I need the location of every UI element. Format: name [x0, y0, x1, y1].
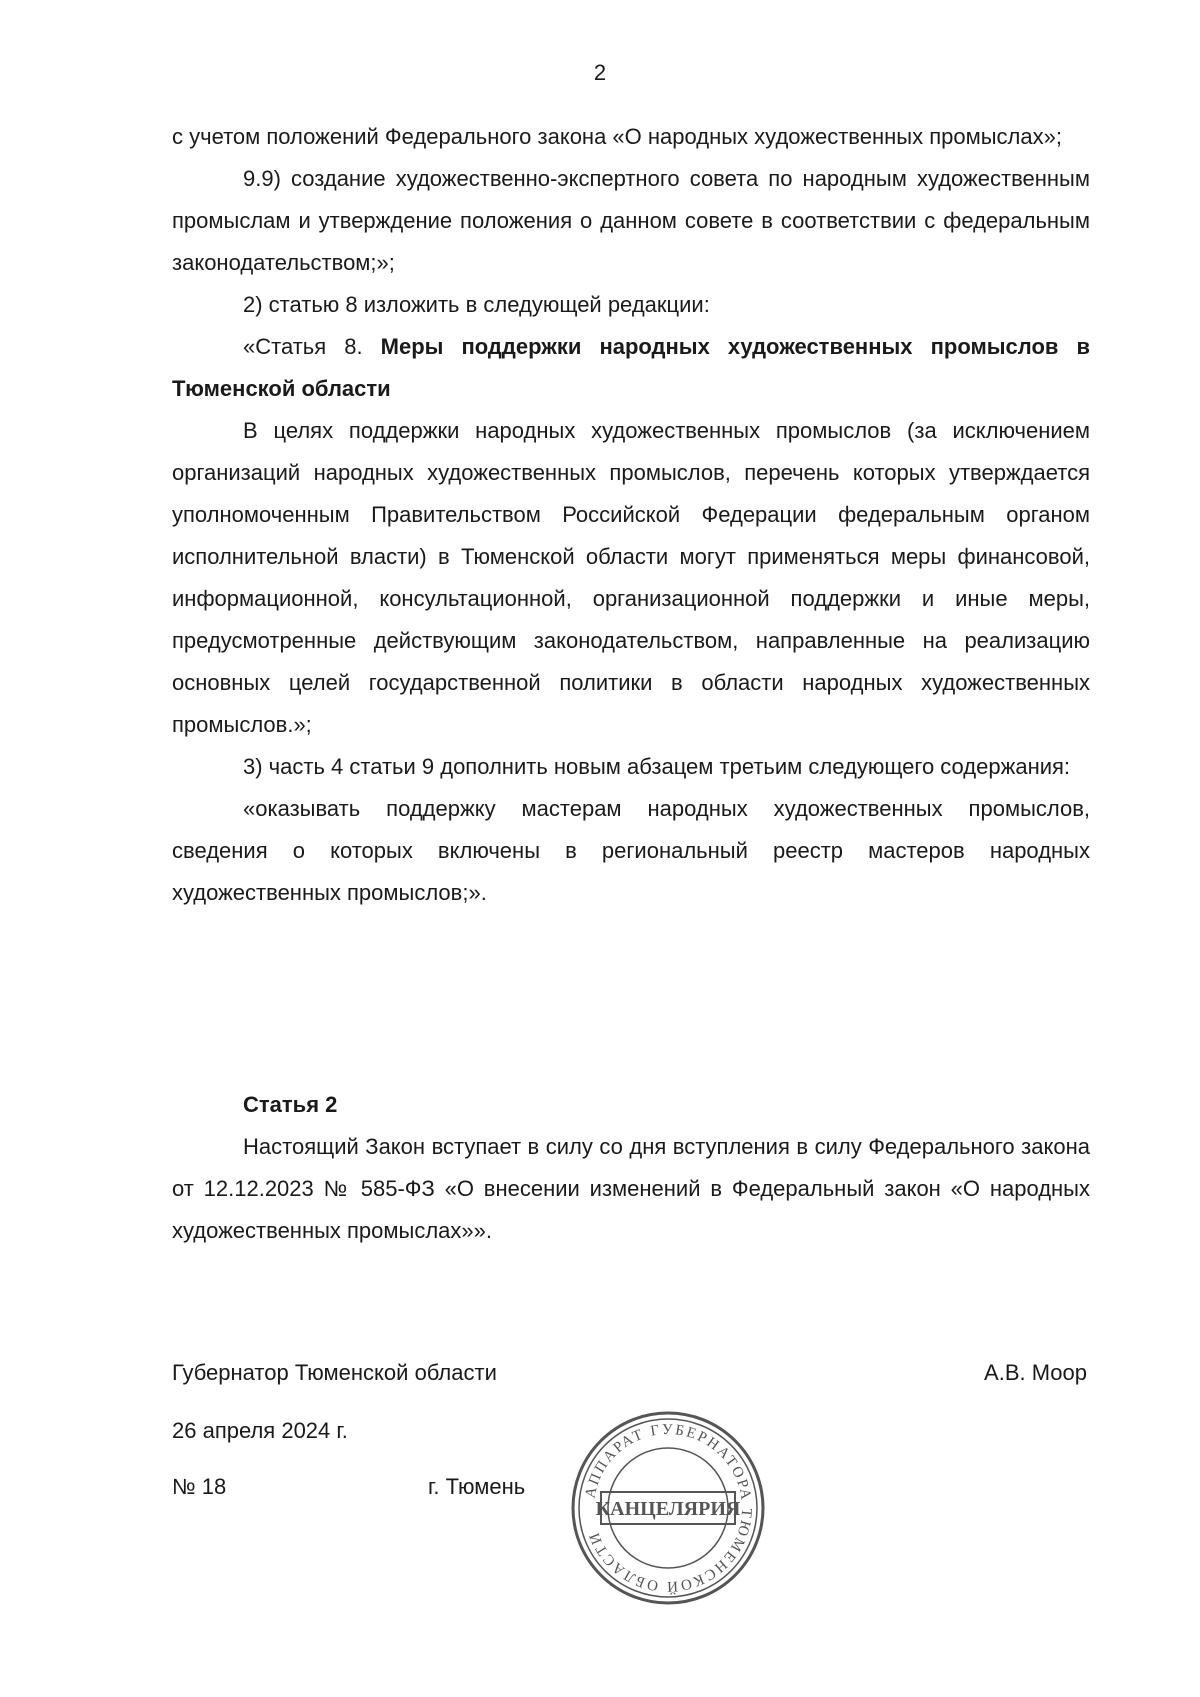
seal-ring-text: АППАРАТ ГУБЕРНАТОРА ТЮМЕНСКОЙ ОБЛАСТИ	[582, 1421, 755, 1595]
paragraph-support-masters: «оказывать поддержку мастерам народных художественных промыслов, сведения о которых включены в региональный реестр мастеров народных художественных промыслов;».	[172, 796, 1090, 905]
seal-center-text: КАНЦЕЛЯРИЯ	[595, 1498, 741, 1520]
paragraph-amend-article-9: 3) часть 4 статьи 9 дополнить новым абзацем третьим следующего содержания:	[243, 754, 1071, 779]
signing-date: 26 апреля 2024 г.	[172, 1418, 348, 1443]
law-number: № 18	[172, 1474, 227, 1499]
page-number: 2	[593, 60, 607, 85]
paragraph-item-9-9: 9.9) создание художественно-экспертного совета по народным художественным промыслам и утверждение положения о данном совете в соответствии с федеральным законодательством;»;	[172, 166, 1090, 275]
paragraph-support-measures: В целях поддержки народных художественных промыслов (за исключением организаций народных художественных промыслов, перечень которых утверждается уполномоченным Правительством Российской Федерации федеральным органом исполнительной власти) в Тюменской области могут применяться меры финансовой, информационной, консультационной, организационной поддержки и иные меры, предусмотренные действующим законодательством, направленные на реализацию основных целей государственной политики в области народных художественных промыслов.»;	[172, 418, 1090, 737]
governor-title: Губернатор Тюменской области	[172, 1360, 497, 1385]
article-2-body	[172, 1126, 1090, 1252]
article-8-prefix: «Статья 8.	[243, 334, 381, 359]
city: г. Тюмень	[428, 1474, 526, 1499]
law-body	[172, 116, 1090, 914]
official-seal-icon	[568, 1408, 768, 1608]
paragraph-continuation: с учетом положений Федерального закона «О народных художественных промыслах»;	[172, 124, 1062, 149]
paragraph-amend-article-8: 2) статью 8 изложить в следующей редакции:	[243, 292, 710, 317]
article-2-heading: Статья 2	[243, 1092, 338, 1117]
article-8-heading: Меры поддержки народных художественных промыслов в Тюменской области	[172, 334, 1090, 401]
governor-name: А.В. Моор	[984, 1360, 1087, 1385]
article-2-text: Настоящий Закон вступает в силу со дня вступления в силу Федерального закона от 12.12.2023 № 585-ФЗ «О внесении изменений в Федеральный закон «О народных художественных промыслах»».	[172, 1134, 1090, 1243]
paragraph-article-8-title	[172, 326, 1090, 410]
